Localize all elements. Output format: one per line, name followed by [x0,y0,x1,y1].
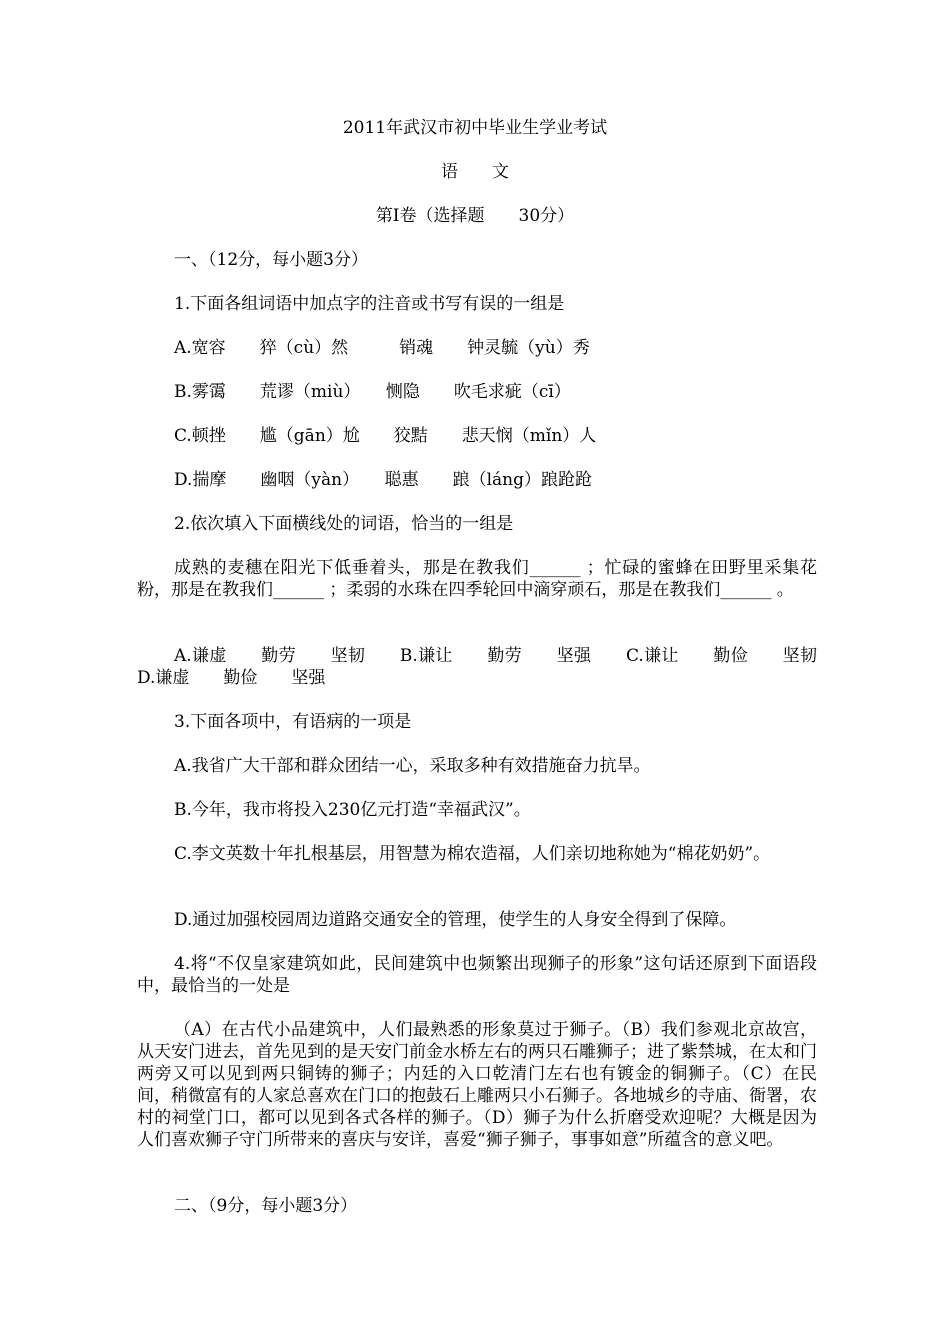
q2-options: A.谦虚 勤劳 坚韧 B.谦让 勤劳 坚强 C.谦让 勤俭 坚韧 D.谦虚 勤俭 坚强 [137,646,851,688]
q3-option-a: A.我省广大干部和群众团结一心，采取多种有效措施奋力抗旱。 [174,756,651,776]
q3-option-b: B.今年，我市将投入230亿元打造“幸福武汉”。 [174,800,531,820]
section-title: 第Ⅰ卷（选择题 30分） [375,206,575,226]
q1-option-c: C.顿挫 尴（gān）尬 狡黠 悲天悯（mǐn）人 [174,426,597,446]
part1-heading: 一、（12分，每小题3分） [174,250,368,270]
q4-passage: （A）在古代小品建筑中，人们最熟悉的形象莫过于狮子。（B）我们参观北京故宫，从天安门进去，首先见到的是天安门前金水桥左右的两只石雕狮子；进了紫禁城，在太和门两旁又可以见到两只铜铸的狮子；内廷的入口乾清门左右也有镀金的铜狮子。（C）在民间，稍微富有的人家总喜欢在门口的抱鼓石上雕两只小石狮子。各地城乡的寺庙、衙署，农村的祠堂门口，都可以见到各式各样的狮子。（D）狮子为什么折磨受欢迎呢？大概是因为人们喜欢狮子守门所带来的喜庆与安详，喜爱“狮子狮子，事事如意”所蕴含的意义吧。 [137,1020,817,1150]
exam-title: 2011年武汉市初中毕业生学业考试 [342,118,608,138]
q2-passage: 成熟的麦穗在阳光下低垂着头，那是在教我们______ ；忙碌的蜜蜂在田野里采集花粉，那是在教我们______ ；柔弱的水珠在四季轮回中滴穿顽石，那是在教我们______ 。 [137,558,817,600]
q1-option-a: A.宽容 猝（cù）然 销魂 钟灵毓（yù）秀 [174,338,590,358]
q2-stem: 2.依次填入下面横线处的词语，恰当的一组是 [174,514,514,534]
q3-option-d: D.通过加强校园周边道路交通安全的管理，使学生的人身安全得到了保障。 [174,910,737,930]
q3-stem: 3.下面各项中，有语病的一项是 [174,712,412,732]
subject-title: 语 文 [441,162,509,182]
q1-option-b: B.雾霭 荒谬（miù） 恻隐 吹毛求疵（cī） [174,382,571,402]
q4-stem: 4.将“不仅皇家建筑如此，民间建筑中也频繁出现狮子的形象”这句话还原到下面语段中，最恰当的一处是 [137,954,817,996]
q3-option-c: C.李文英数十年扎根基层，用智慧为棉农造福，人们亲切地称她为“棉花奶奶”。 [174,844,771,864]
q1-option-d: D.揣摩 幽咽（yàn） 聪惠 踉（láng）踉跄跄 [174,470,593,490]
q1-stem: 1.下面各组词语中加点字的注音或书写有误的一组是 [174,294,565,314]
part2-heading: 二、（9分，每小题3分） [174,1196,358,1216]
